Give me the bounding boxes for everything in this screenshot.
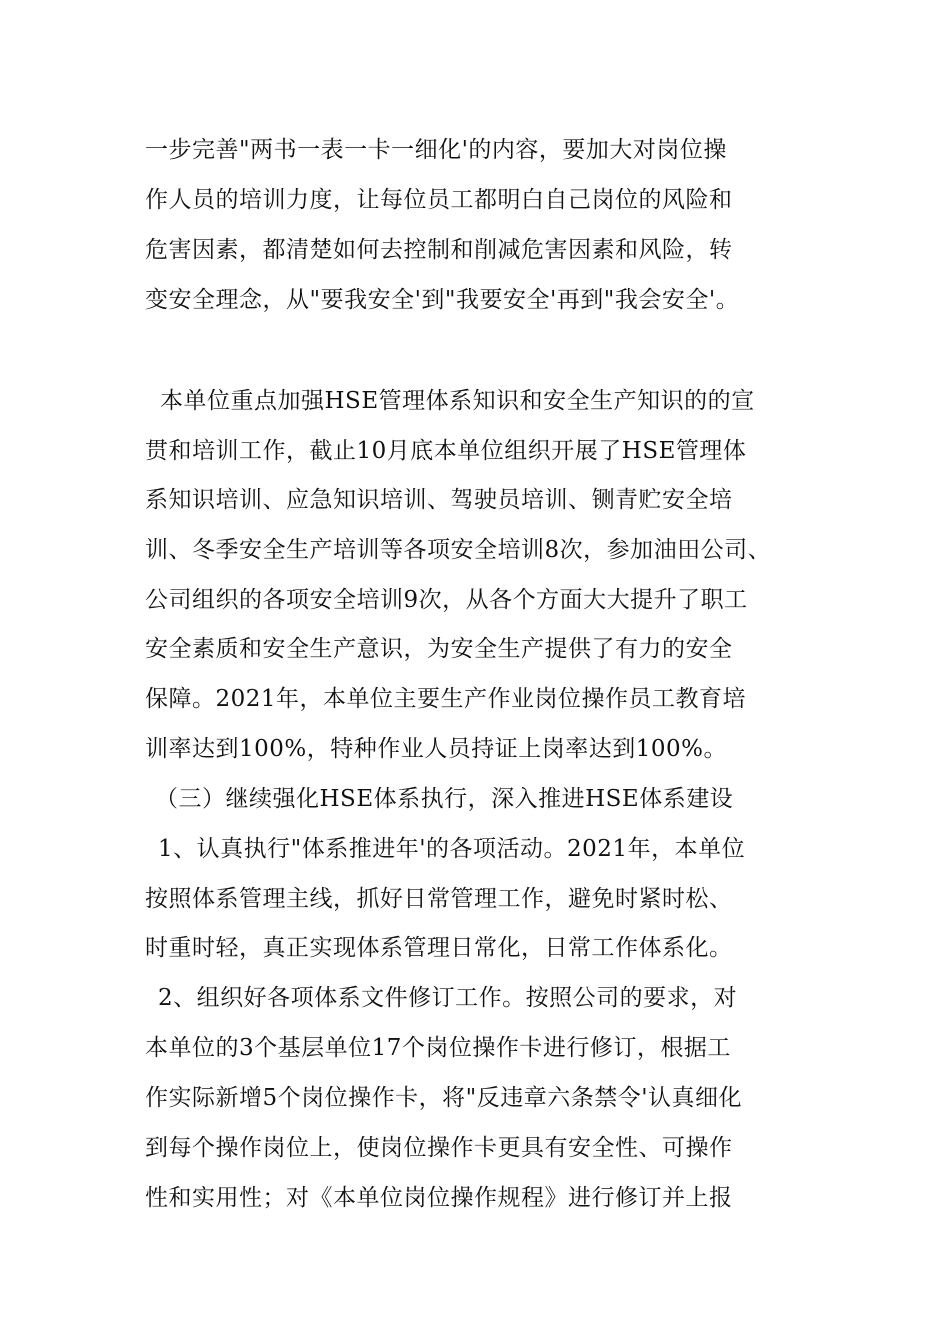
text-line-10: 安全素质和安全生产意识，为安全生产提供了有力的安全 (145, 636, 733, 662)
text-line-11: 保障。2021年，本单位主要生产作业岗位操作员工教育培 (145, 686, 747, 712)
text-line-19: 作实际新增5个岗位操作卡，将"反违章六条禁令'认真细化 (145, 1085, 743, 1111)
text-line-6: 贯和培训工作，截止10月底本单位组织开展了HSE管理体 (145, 438, 747, 464)
text-line-5: 本单位重点加强HSE管理体系知识和安全生产知识的的宣 (160, 388, 755, 414)
text-line-21: 性和实用性；对《本单位岗位操作规程》进行修订并上报 (145, 1185, 733, 1211)
text-line-2: 作人员的培训力度，让每位员工都明白自己岗位的风险和 (145, 187, 733, 213)
text-line-20: 到每个操作岗位上，使岗位操作卡更具有安全性、可操作 (145, 1135, 733, 1161)
text-line-16: 时重时轻，真正实现体系管理日常化，日常工作体系化。 (145, 935, 733, 961)
text-line-14: 1、认真执行"体系推进年'的各项活动。2021年，本单位 (158, 836, 746, 862)
text-line-17: 2、组织好各项体系文件修订工作。按照公司的要求，对 (158, 985, 738, 1011)
text-line-3: 危害因素，都清楚如何去控制和削减危害因素和风险，转 (145, 237, 733, 263)
text-line-8: 训、冬季安全生产培训等各项安全培训8次，参加油田公司、 (145, 537, 772, 563)
text-line-18: 本单位的3个基层单位17个岗位操作卡进行修订，根据工 (145, 1035, 731, 1061)
text-line-4: 变安全理念，从"要我安全'到"我要安全'再到"我会安全'。 (145, 287, 740, 313)
text-line-1: 一步完善"两书一表一卡一细化'的内容，要加大对岗位操 (145, 137, 727, 163)
text-line-7: 系知识培训、应急知识培训、驾驶员培训、铡青贮安全培 (145, 487, 733, 513)
text-line-12: 训率达到100%，特种作业人员持证上岗率达到100%。 (145, 736, 728, 762)
text-line-9: 公司组织的各项安全培训9次，从各个方面大大提升了职工 (145, 587, 748, 613)
text-line-15: 按照体系管理主线，抓好日常管理工作，避免时紧时松、 (145, 886, 733, 912)
section-heading: （三）继续强化HSE体系执行，深入推进HSE体系建设 (155, 786, 734, 812)
